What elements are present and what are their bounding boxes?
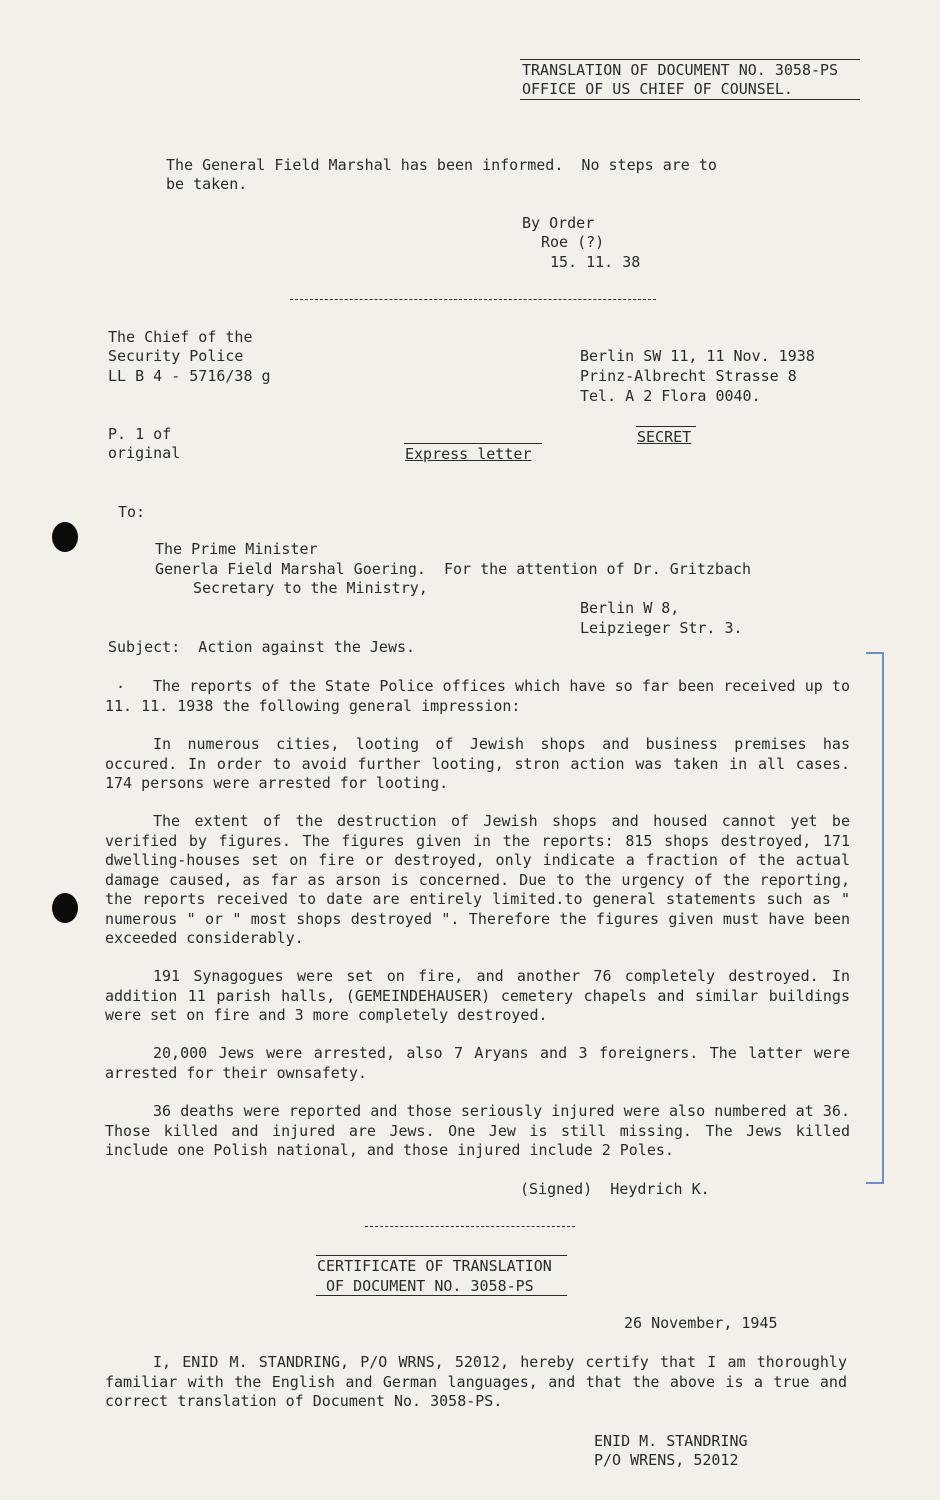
translator-name: ENID M. STANDRING [594,1432,748,1450]
header-line-2: OFFICE OF US CHIEF OF COUNSEL. [522,80,793,98]
express-top-rule [404,443,542,444]
location-line-1: Berlin SW 11, 11 Nov. 1938 [580,347,815,365]
certificate-paragraph: I, ENID M. STANDRING, P/O WRNS, 52012, hereby certify that I am thoroughly familiar with the English and German languages, and that the above is a true and correct translation of Document No. 3058-PS. [105,1353,847,1410]
note-line-2: be taken. [166,175,248,193]
header-line-1: TRANSLATION OF DOCUMENT NO. 3058-PS [522,61,839,79]
paragraph-4: 191 Synagogues were set on fire, and another 76 completely destroyed. In addition 11 parish halls, (GEMEINDEHAUSER) cemetery chapels and similar buildings were set on fire and 3 more completely destroyed. [105,967,850,1024]
signature-line: (Signed) Heydrich K. [520,1180,710,1198]
addressee-line-1: The Prime Minister [155,540,318,558]
certificate-title-1: CERTIFICATE OF TRANSLATION [317,1257,552,1275]
order-by: By Order [522,214,595,232]
sender-reference: LL B 4 - 5716/38 g [108,367,271,385]
paragraph-3: The extent of the destruction of Jewish shops and housed cannot yet be verified by figures. The figures given in the reports: 815 shops destroyed, 171 dwelling-houses set on fire or destroyed, only indicate a fraction of the actual damage caused, as far as arson is concerned. Due to the urgency of the reporting, the reports received to date are entirely limited.to general statements such as " numerous " or " most shops destroyed ". Therefore the figures given must have been exceeded considerably. [105,812,850,947]
note-line-1: The General Field Marshal has been informed. No steps are to [166,156,717,174]
certificate-title-2: OF DOCUMENT NO. 3058-PS [326,1277,534,1295]
separator-2 [365,1226,575,1227]
sender-line-1: The Chief of the [108,328,253,346]
location-line-2: Prinz-Albrecht Strasse 8 [580,367,797,385]
subject-line: Subject: Action against the Jews. [108,638,416,656]
classification-secret: SECRET [637,428,692,446]
addressee-street: Leipzieger Str. 3. [580,619,743,637]
certificate-bottom-rule [316,1295,567,1296]
margin-bracket-mark [866,652,884,1184]
page-original: original [108,444,181,462]
header-top-rule [520,59,860,60]
header-bottom-rule [520,99,860,100]
paragraph-6: 36 deaths were reported and those seriously injured were also numbered at 36. Those killed and injured are Jews. One Jew is still missing. The Jews killed include one Polish national, and those injured include 2 Poles. [105,1102,850,1159]
addressee-line-2: Generla Field Marshal Goering. For the attention of Dr. Gritzbach [155,560,752,578]
order-name: Roe (?) [541,233,605,251]
certificate-top-rule [316,1255,567,1256]
secret-top-rule [636,426,696,427]
order-date: 15. 11. 38 [550,253,641,271]
punch-hole-bottom [52,893,78,923]
paragraph-5: 20,000 Jews were arrested, also 7 Aryans and 3 foreigners. The latter were arrested for their ownsafety. [105,1044,850,1082]
addressee-city: Berlin W 8, [580,599,680,617]
addressee-line-3: Secretary to the Ministry, [193,579,428,597]
paragraph-2: In numerous cities, looting of Jewish shops and business premises has occured. In order to avoid further looting, stron action was taken in all cases. 174 persons were arrested for looting. [105,735,850,792]
to-label: To: [118,503,146,521]
paragraph-1: The reports of the State Police offices which have so far been received up to 11. 11. 1938 the following general impression: [105,677,850,715]
separator-1 [290,299,656,300]
certificate-date: 26 November, 1945 [624,1314,778,1332]
punch-hole-top [52,522,78,552]
bullet-mark: · [116,678,126,696]
page-of: P. 1 of [108,425,172,443]
sender-line-2: Security Police [108,347,244,365]
express-letter: Express letter [405,445,532,463]
location-line-3: Tel. A 2 Flora 0040. [580,387,761,405]
translator-rank: P/O WRENS, 52012 [594,1451,739,1469]
